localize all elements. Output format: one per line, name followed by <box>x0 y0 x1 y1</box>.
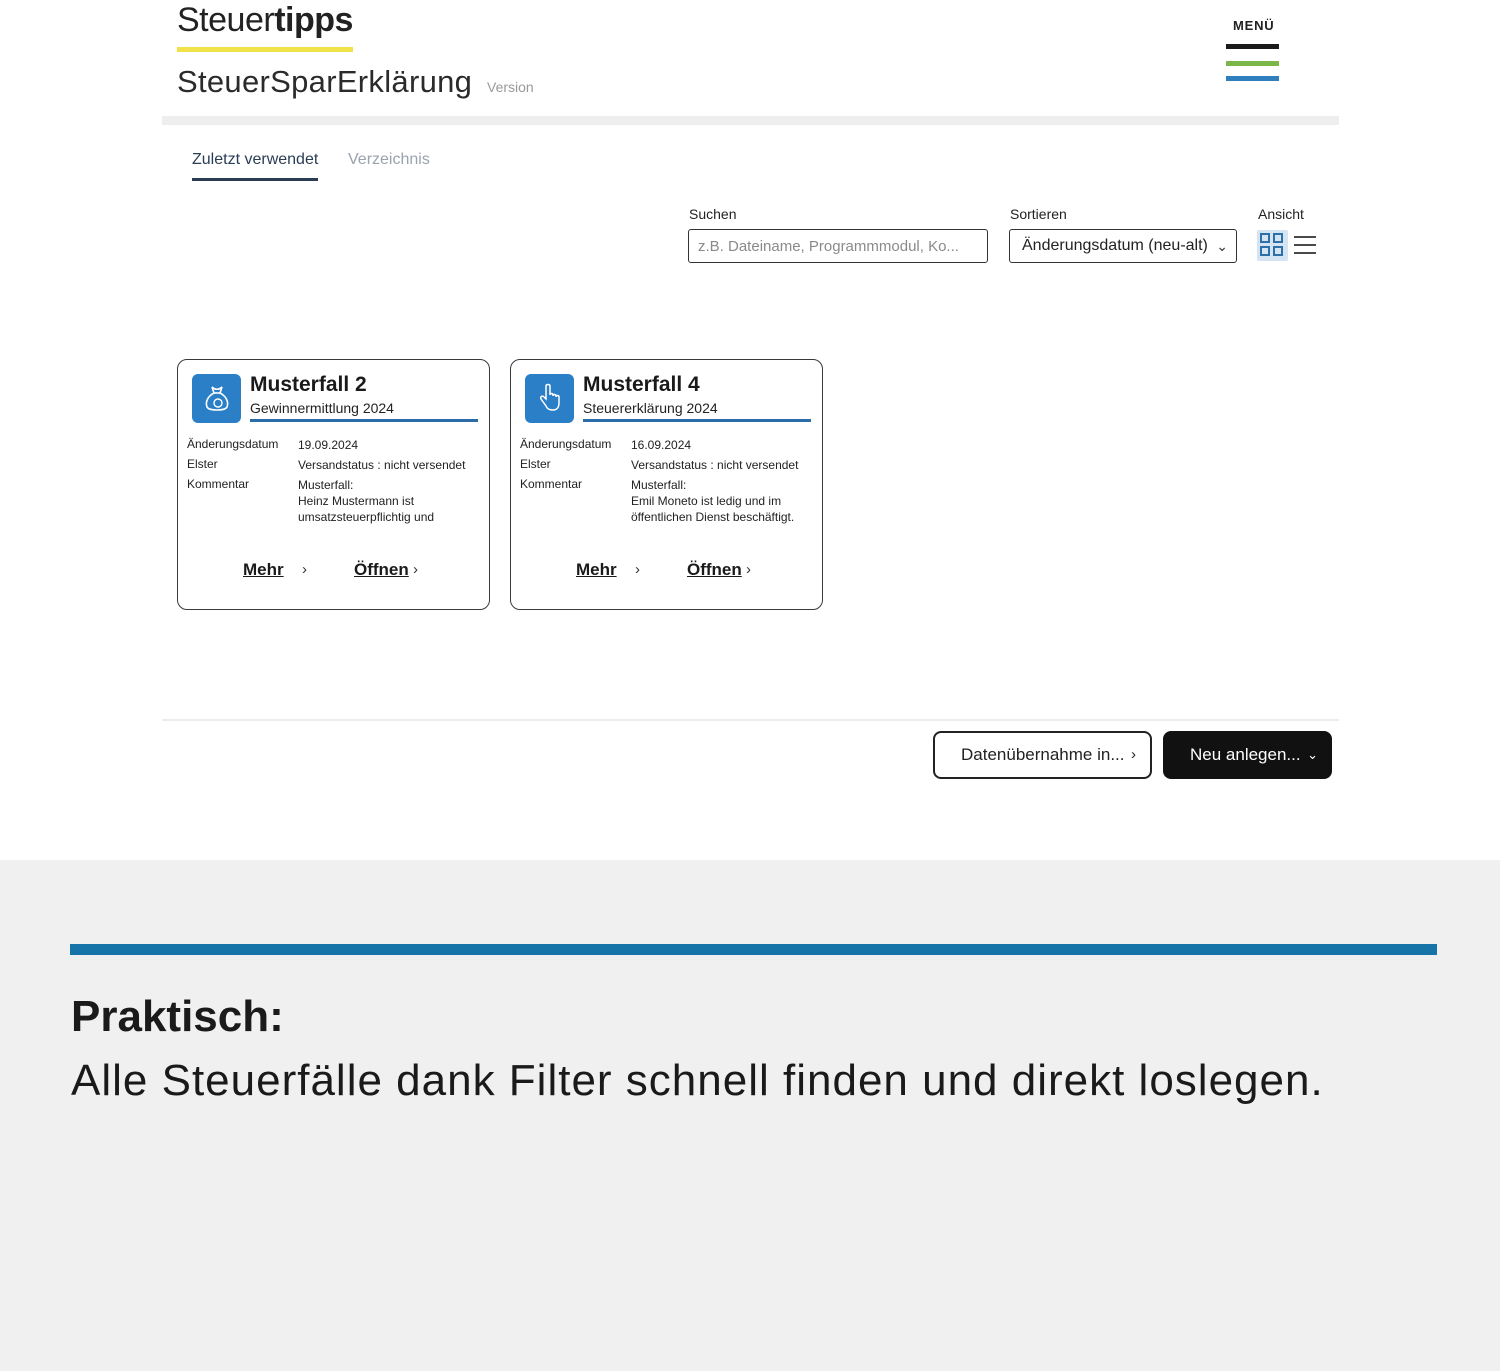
more-link[interactable]: Mehr <box>576 560 617 579</box>
comment-label: Kommentar <box>187 477 250 491</box>
comment-line-2: Heinz Mustermann ist <box>298 494 415 508</box>
menu-button[interactable] <box>1226 18 1280 84</box>
case-card[interactable] <box>177 359 490 610</box>
promo-accent-rule <box>70 944 1437 955</box>
comment-line-2: Emil Moneto ist ledig und im <box>631 494 782 508</box>
data-import-label: Datenübernahme in... <box>961 745 1125 764</box>
chevron-right-icon: › <box>1131 746 1136 763</box>
data-import-button[interactable] <box>933 731 1152 779</box>
brand-regular: Steuer <box>177 1 275 39</box>
card-divider <box>250 419 478 422</box>
money-bag-icon <box>192 374 241 423</box>
footer-divider <box>162 719 1339 721</box>
card-subtitle: Gewinnermittlung 2024 <box>250 400 394 416</box>
promo-text: Alle Steuerfälle dank Filter schnell finden und direkt loslegen. <box>71 1056 1324 1105</box>
chevron-down-icon: ⌄ <box>1216 238 1228 254</box>
comment-line-3: umsatzsteuerpflichtig und <box>298 510 435 524</box>
brand-underline <box>177 47 353 52</box>
date-label: Änderungsdatum <box>187 437 279 451</box>
list-view-icon[interactable] <box>1294 234 1318 256</box>
header-divider <box>162 116 1339 125</box>
grid-view-icon[interactable] <box>1257 230 1288 261</box>
brand-bold: tipps <box>274 1 353 39</box>
elster-label: Elster <box>520 457 551 471</box>
product-name: SteuerSparErklärung <box>177 64 473 99</box>
hamburger-icon <box>1226 44 1279 49</box>
sort-label: Sortieren <box>1010 206 1067 222</box>
card-title: Musterfall 2 <box>250 373 367 396</box>
comment-line-3: öffentlichen Dienst beschäftigt. <box>631 510 795 524</box>
card-divider <box>583 419 811 422</box>
hamburger-icon-bar-blue <box>1226 76 1279 81</box>
hamburger-icon-bar-green <box>1226 61 1279 66</box>
tab-directory[interactable]: Verzeichnis <box>348 151 430 168</box>
chevron-right-icon[interactable]: › <box>746 561 751 578</box>
menu-label: MENÜ <box>1233 18 1275 33</box>
card-subtitle: Steuererklärung 2024 <box>583 400 718 416</box>
new-case-button[interactable] <box>1163 731 1332 779</box>
case-card[interactable] <box>510 359 823 610</box>
date-value: 16.09.2024 <box>631 438 692 452</box>
date-value: 19.09.2024 <box>298 438 359 452</box>
chevron-down-icon: ⌄ <box>1307 747 1318 762</box>
sort-select[interactable] <box>1009 229 1237 263</box>
search-label: Suchen <box>689 206 737 222</box>
promo-heading: Praktisch: <box>71 992 284 1041</box>
search-input[interactable] <box>688 229 988 263</box>
comment-label: Kommentar <box>520 477 583 491</box>
version-label: Version <box>487 79 534 95</box>
promo-banner <box>0 860 1500 1371</box>
card-title: Musterfall 4 <box>583 373 700 396</box>
hand-pointer-icon <box>525 374 574 423</box>
comment-line-1: Musterfall: <box>298 478 354 492</box>
comment-line-1: Musterfall: <box>631 478 687 492</box>
open-link[interactable]: Öffnen <box>354 560 409 579</box>
open-link[interactable]: Öffnen <box>687 560 742 579</box>
view-label: Ansicht <box>1258 206 1304 222</box>
brand-logo <box>177 0 353 40</box>
more-link[interactable]: Mehr <box>243 560 284 579</box>
elster-status: Versandstatus : nicht versendet <box>298 458 466 472</box>
new-case-label: Neu anlegen... <box>1190 745 1301 764</box>
chevron-right-icon[interactable]: › <box>635 561 640 578</box>
elster-status: Versandstatus : nicht versendet <box>631 458 799 472</box>
date-label: Änderungsdatum <box>520 437 612 451</box>
elster-label: Elster <box>187 457 218 471</box>
chevron-right-icon[interactable]: › <box>302 561 307 578</box>
chevron-right-icon[interactable]: › <box>413 561 418 578</box>
sort-value: Änderungsdatum (neu-alt) <box>1022 237 1208 254</box>
tab-recently-used[interactable]: Zuletzt verwendet <box>192 151 319 168</box>
